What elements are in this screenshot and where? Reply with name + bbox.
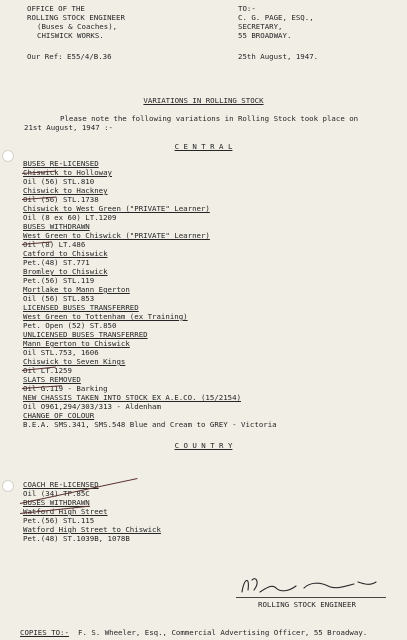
subheading: CHANGE OF COLOUR xyxy=(23,411,95,420)
route-line: West Green to Chiswick ("PRIVATE" Learner) xyxy=(23,231,210,240)
subheading: BUSES WITHDRAWN xyxy=(23,222,90,231)
office-line: OFFICE OF THE xyxy=(27,4,85,13)
route-line: Mann Egerton to Chiswick xyxy=(23,339,130,348)
signatory-title: ROLLING STOCK ENGINEER xyxy=(258,600,356,609)
route-line: Chiswick to Hackney xyxy=(23,186,108,195)
subheading: SLATS REMOVED xyxy=(23,375,81,384)
route-line: Watford High Street xyxy=(23,507,108,516)
section-heading-country: C O U N T R Y xyxy=(174,441,233,450)
copies-label: COPIES TO:- xyxy=(20,628,69,637)
vehicle-line: Oil (56) STL.853 xyxy=(23,294,95,303)
subheading: BUSES WITHDRAWN xyxy=(23,498,90,507)
office-line: ROLLING STOCK ENGINEER xyxy=(27,13,125,22)
recipient-line: C. G. PAGE, ESQ., xyxy=(238,13,314,22)
recipient-line: SECRETARY, xyxy=(238,22,283,31)
route-line: Chiswick to West Green ("PRIVATE" Learner) xyxy=(23,204,210,213)
vehicle-line: Oil (8) LT.486 xyxy=(23,240,86,249)
intro-text: 21st August, 1947 :- xyxy=(24,123,113,132)
reference: Our Ref: E55/4/B.36 xyxy=(27,52,112,61)
vehicle-line: Oil STL.753, 1606 xyxy=(23,348,99,357)
route-line: Catford to Chiswick xyxy=(23,249,108,258)
office-line: (Buses & Coaches), xyxy=(37,22,118,31)
subheading: LICENSED BUSES TRANSFERRED xyxy=(23,303,139,312)
subheading: COACH RE-LICENSED xyxy=(23,480,99,489)
vehicle-line: Oil G.119 - Barking xyxy=(23,384,108,393)
vehicle-line: Pet.(56) STL.119 xyxy=(23,276,95,285)
vehicle-line: Pet.(48) ST.1039B, 1078B xyxy=(23,534,130,543)
route-line: Chiswick to Seven Kings xyxy=(23,357,126,366)
punch-hole xyxy=(2,150,14,162)
vehicle-line: Oil LT.1259 xyxy=(23,366,72,375)
signature-icon xyxy=(236,572,386,598)
document-title: VARIATIONS IN ROLLING STOCK xyxy=(143,96,264,105)
section-heading-central: C E N T R A L xyxy=(174,142,233,151)
vehicle-line: Oil (56) STL.810 xyxy=(23,177,95,186)
route-line: Chiswick to Holloway xyxy=(23,168,112,177)
route-line: Bromley to Chiswick xyxy=(23,267,108,276)
vehicle-line: Pet.(56) STL.115 xyxy=(23,516,95,525)
vehicle-line: Oil O961,294/303/313 - Aldenham xyxy=(23,402,161,411)
subheading: NEW CHASSIS TAKEN INTO STOCK EX A.E.CO. (15/2154) xyxy=(23,393,242,402)
memo-date: 25th August, 1947. xyxy=(238,52,319,61)
punch-hole xyxy=(2,480,14,492)
vehicle-line: Oil (34) TF.85C xyxy=(23,489,90,498)
vehicle-line: Pet. Open (52) ST.850 xyxy=(23,321,117,330)
vehicle-line: Oil (56) STL.1738 xyxy=(23,195,99,204)
route-line: West Green to Tottenham (ex Training) xyxy=(23,312,188,321)
vehicle-line: Oil (8 ex 60) LT.1209 xyxy=(23,213,117,222)
recipient-line: 55 BROADWAY. xyxy=(238,31,292,40)
intro-text: Please note the following variations in Rolling Stock took place on xyxy=(60,114,359,123)
route-line: Mortlake to Mann Egerton xyxy=(23,285,130,294)
route-line: Watford High Street to Chiswick xyxy=(23,525,161,534)
vehicle-line: B.E.A. SMS.341, SMS.548 Blue and Cream to GREY - Victoria xyxy=(23,420,277,429)
copies-recipient: F. S. Wheeler, Esq., Commercial Advertising Officer, 55 Broadway. xyxy=(78,628,368,637)
signature-rule xyxy=(236,597,386,598)
subheading: UNLICENSED BUSES TRANSFERRED xyxy=(23,330,148,339)
subheading: BUSES RE-LICENSED xyxy=(23,159,99,168)
office-line: CHISWICK WORKS. xyxy=(37,31,104,40)
to-label: TO:- xyxy=(238,4,256,13)
vehicle-line: Pet.(48) ST.771 xyxy=(23,258,90,267)
